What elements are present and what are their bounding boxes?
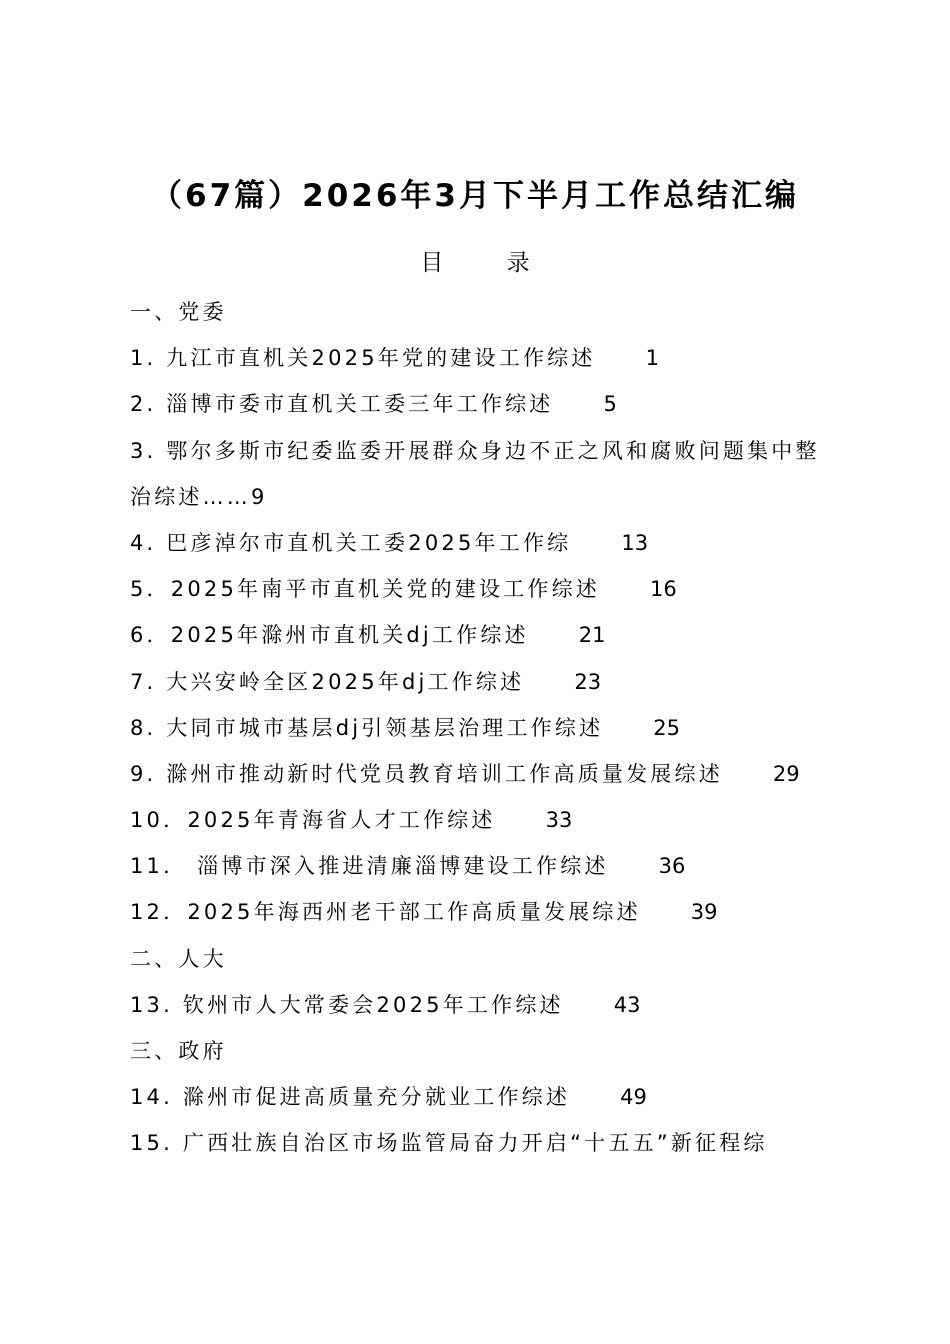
toc-entry-title: 2. 淄博市委市直机关工委三年工作综述: [130, 392, 554, 417]
toc-entry[interactable]: [130, 612, 840, 658]
toc-section-government: [130, 1028, 840, 1074]
toc-entry-page: 29: [772, 761, 800, 786]
toc-entry-title: 7. 大兴安岭全区2025年dj工作综述: [130, 669, 525, 694]
toc-entry-title: 1. 九江市直机关2025年党的建设工作综述: [130, 346, 596, 371]
toc-section-npc: [130, 936, 840, 982]
toc-entry-page: 36: [658, 854, 686, 879]
toc-entry[interactable]: [130, 520, 840, 566]
toc-entry[interactable]: [130, 705, 840, 751]
toc-entry-title: 8. 大同市城市基层dj引领基层治理工作综述: [130, 715, 604, 740]
toc-entry-title: 15. 广西壮族自治区市场监管局奋力开启“十五五”新征程综: [130, 1131, 768, 1156]
toc-entry[interactable]: [130, 1120, 840, 1166]
toc-entry[interactable]: [130, 751, 840, 797]
toc-section-label: 二、人大: [130, 946, 227, 971]
toc-entry-page: 9: [251, 484, 265, 509]
toc-entry[interactable]: [130, 1074, 840, 1120]
toc-entry-page: 21: [578, 623, 606, 648]
toc-entry-page: 33: [545, 808, 573, 833]
toc-entry-title: 12．2025年海西州老干部工作高质量发展综述: [130, 900, 641, 925]
toc-section-label: 三、政府: [130, 1039, 227, 1064]
toc-entry[interactable]: [130, 566, 840, 612]
toc-entry[interactable]: [130, 428, 840, 520]
toc-entry[interactable]: [130, 843, 840, 889]
toc-entry-title: 11． 淄博市深入推进清廉淄博建设工作综述: [130, 854, 609, 879]
table-of-contents: [130, 289, 840, 1167]
toc-entry[interactable]: [130, 889, 840, 935]
toc-entry[interactable]: [130, 335, 840, 381]
toc-entry-title: 5．2025年南平市直机关党的建设工作综述: [130, 577, 601, 602]
toc-entry-title: 13. 钦州市人大常委会2025年工作综述: [130, 992, 564, 1017]
toc-entry-page: 49: [620, 1085, 647, 1110]
toc-entry-title: 4. 巴彦淖尔市直机关工委2025年工作综: [130, 530, 572, 555]
toc-section-party-committee: [130, 289, 840, 335]
toc-entry-page: 1: [645, 346, 659, 371]
toc-entry[interactable]: [130, 659, 840, 705]
toc-entry[interactable]: [130, 797, 840, 843]
toc-entry-page: 43: [613, 992, 641, 1017]
toc-entry-page: 16: [650, 577, 677, 602]
toc-entry-page: 13: [621, 530, 649, 555]
toc-entry-page: 25: [653, 715, 681, 740]
toc-heading: 目 录: [420, 250, 558, 276]
toc-entry-page: 5: [603, 392, 617, 417]
toc-entry-title: 6．2025年滁州市直机关dj工作综述: [130, 623, 529, 648]
toc-entry-title: 9. 滁州市推动新时代党员教育培训工作高质量发展综述: [130, 761, 723, 786]
toc-entry-title: 10．2025年青海省人才工作综述: [130, 808, 496, 833]
toc-entry-page: 39: [690, 900, 718, 925]
toc-entry[interactable]: [130, 982, 840, 1028]
document-title: （67篇）2026年3月下半月工作总结汇编: [151, 178, 799, 214]
toc-entry-page: 23: [574, 669, 602, 694]
toc-entry-title: 14. 滁州市促进高质量充分就业工作综述: [130, 1085, 571, 1110]
toc-entry-title: 3. 鄂尔多斯市纪委监委开展群众身边不正之风和腐败问题集中整治综述……: [130, 438, 820, 509]
toc-section-label: 一、党委: [130, 300, 227, 324]
toc-entry[interactable]: [130, 381, 840, 427]
